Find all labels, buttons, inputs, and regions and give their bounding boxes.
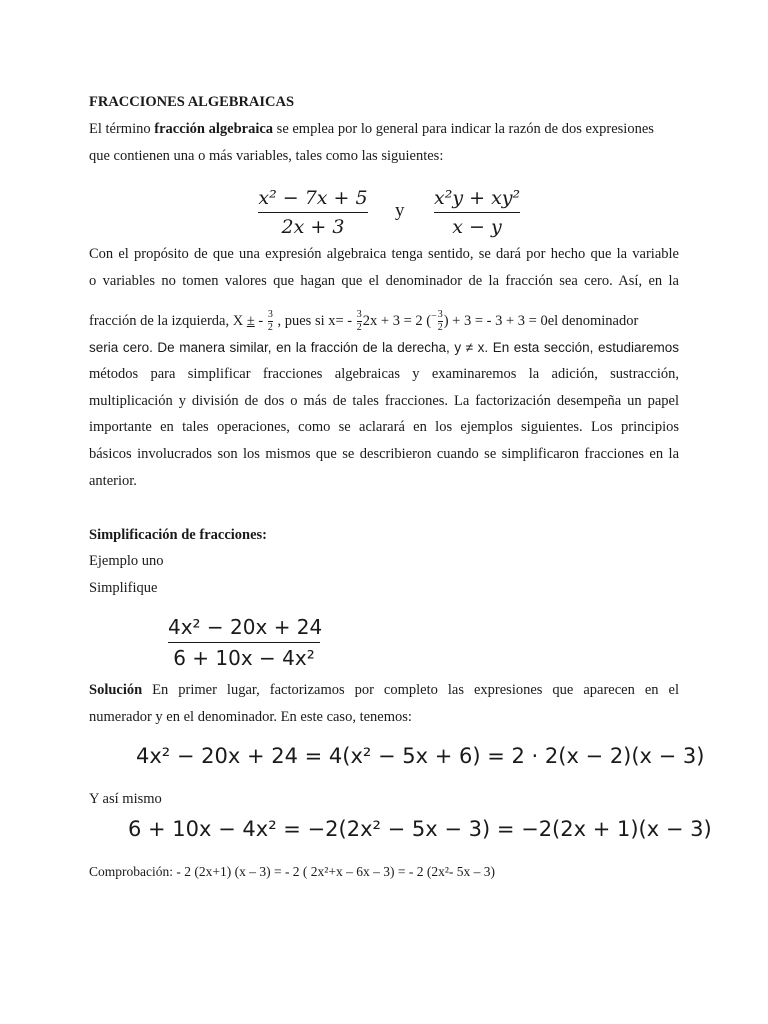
intro-line-1 — [89, 116, 679, 143]
text-run: - — [254, 313, 267, 329]
solution-text: En primer lugar, factorizamos por completo las expresiones que aparecen en el — [142, 682, 679, 698]
check-line: Comprobación: - 2 (2x+1) (x – 3) = - 2 ( 2x²+x – 6x – 3) = - 2 (2x²- 5x – 3) — [89, 864, 495, 879]
inline-fraction-denominator: 2 — [267, 322, 273, 334]
paragraph-line: Con el propósito de que una expresión algebraica tenga sentido, se dará por hecho que la variable — [89, 246, 679, 262]
inline-fraction-denominator: 2 — [356, 322, 362, 334]
example-label: Ejemplo uno — [89, 553, 164, 569]
text-run: , pues si x= - — [273, 313, 356, 329]
solution-line-2: numerador y en el denominador. En este caso, tenemos: — [89, 709, 412, 725]
paragraph-line: multiplicación y división de dos o más de tales fracciones. La factorización desempeña un papel — [89, 393, 679, 409]
paragraph-line: o variables no tomen valores que hagan que el denominador de la fracción sea cero. Así, en la — [89, 273, 679, 289]
solution-label: Solución — [89, 682, 143, 698]
fraction-left-numerator: x² − 7x + 5 — [258, 187, 368, 209]
inline-fraction-numerator: 3 — [437, 309, 443, 321]
inline-fraction-numerator: 3 — [267, 309, 273, 321]
intro-bold-term: fracción algebraica — [154, 121, 274, 137]
paragraph-line-with-fractions — [89, 300, 679, 338]
equation-numerator-factored: 4x² − 20x + 24 = 4(x² − 5x + 6) = 2 · 2(x − 2)(x − 3) — [136, 744, 705, 768]
also-label: Y así mismo — [89, 791, 162, 807]
inline-fraction-numerator: 3 — [356, 309, 362, 321]
fraction-bar — [168, 642, 320, 643]
fraction-bar — [434, 212, 520, 213]
solution-line-1 — [89, 677, 679, 704]
inline-fraction — [357, 310, 362, 333]
paragraph-line: seria cero. De manera similar, en la fracción de la derecha, y ≠ x. En esta sección, estudiaremos — [89, 340, 679, 355]
negative-sign: − — [431, 311, 437, 322]
page-title: FRACCIONES ALGEBRAICAS — [89, 94, 295, 110]
paragraph-line: métodos para simplificar fracciones algebraicas y examinaremos la adición, sustracción, — [89, 366, 679, 382]
plus-minus-symbol: ± — [246, 313, 255, 329]
intro-prefix: El término — [89, 121, 155, 137]
fraction-right-denominator: x − y — [452, 216, 502, 238]
example-fraction-denominator: 6 + 10x − 4x² — [173, 646, 315, 670]
fraction-left-denominator: 2x + 3 — [281, 216, 345, 238]
intro-line-2: que contienen una o más variables, tales como las siguientes: — [89, 148, 444, 164]
example-fraction — [168, 615, 323, 670]
inline-fraction — [268, 310, 273, 333]
fraction-right — [434, 187, 520, 238]
intro-suffix: se emplea por lo general para indicar la razón de dos expresiones — [273, 121, 654, 137]
fraction-left — [258, 187, 368, 238]
instruction-label: Simplifique — [89, 580, 158, 596]
inline-fraction — [438, 310, 443, 333]
fraction-bar — [258, 212, 368, 213]
paragraph-line: básicos involucrados son los mismos que se describieron cuando se simplificaron fracciones en la — [89, 446, 679, 462]
section-title: Simplificación de fracciones: — [89, 527, 268, 543]
fraction-connector: y — [395, 200, 405, 221]
equation-denominator-factored: 6 + 10x − 4x² = −2(2x² − 5x − 3) = −2(2x + 1)(x − 3) — [128, 817, 712, 841]
text-run: fracción de la izquierda, X — [89, 313, 247, 329]
inline-fraction-denominator: 2 — [437, 322, 443, 334]
paragraph-line: anterior. — [89, 473, 137, 489]
example-fraction-numerator: 4x² − 20x + 24 — [168, 615, 323, 639]
text-run: ) + 3 = - 3 + 3 = 0el denominador — [443, 313, 639, 329]
fraction-right-numerator: x²y + xy² — [434, 187, 521, 209]
paragraph-line: importante en tales operaciones, como se aclarará en los ejemplos siguientes. Los principios — [89, 419, 679, 435]
text-run: 2x + 3 = 2 ( — [362, 313, 432, 329]
